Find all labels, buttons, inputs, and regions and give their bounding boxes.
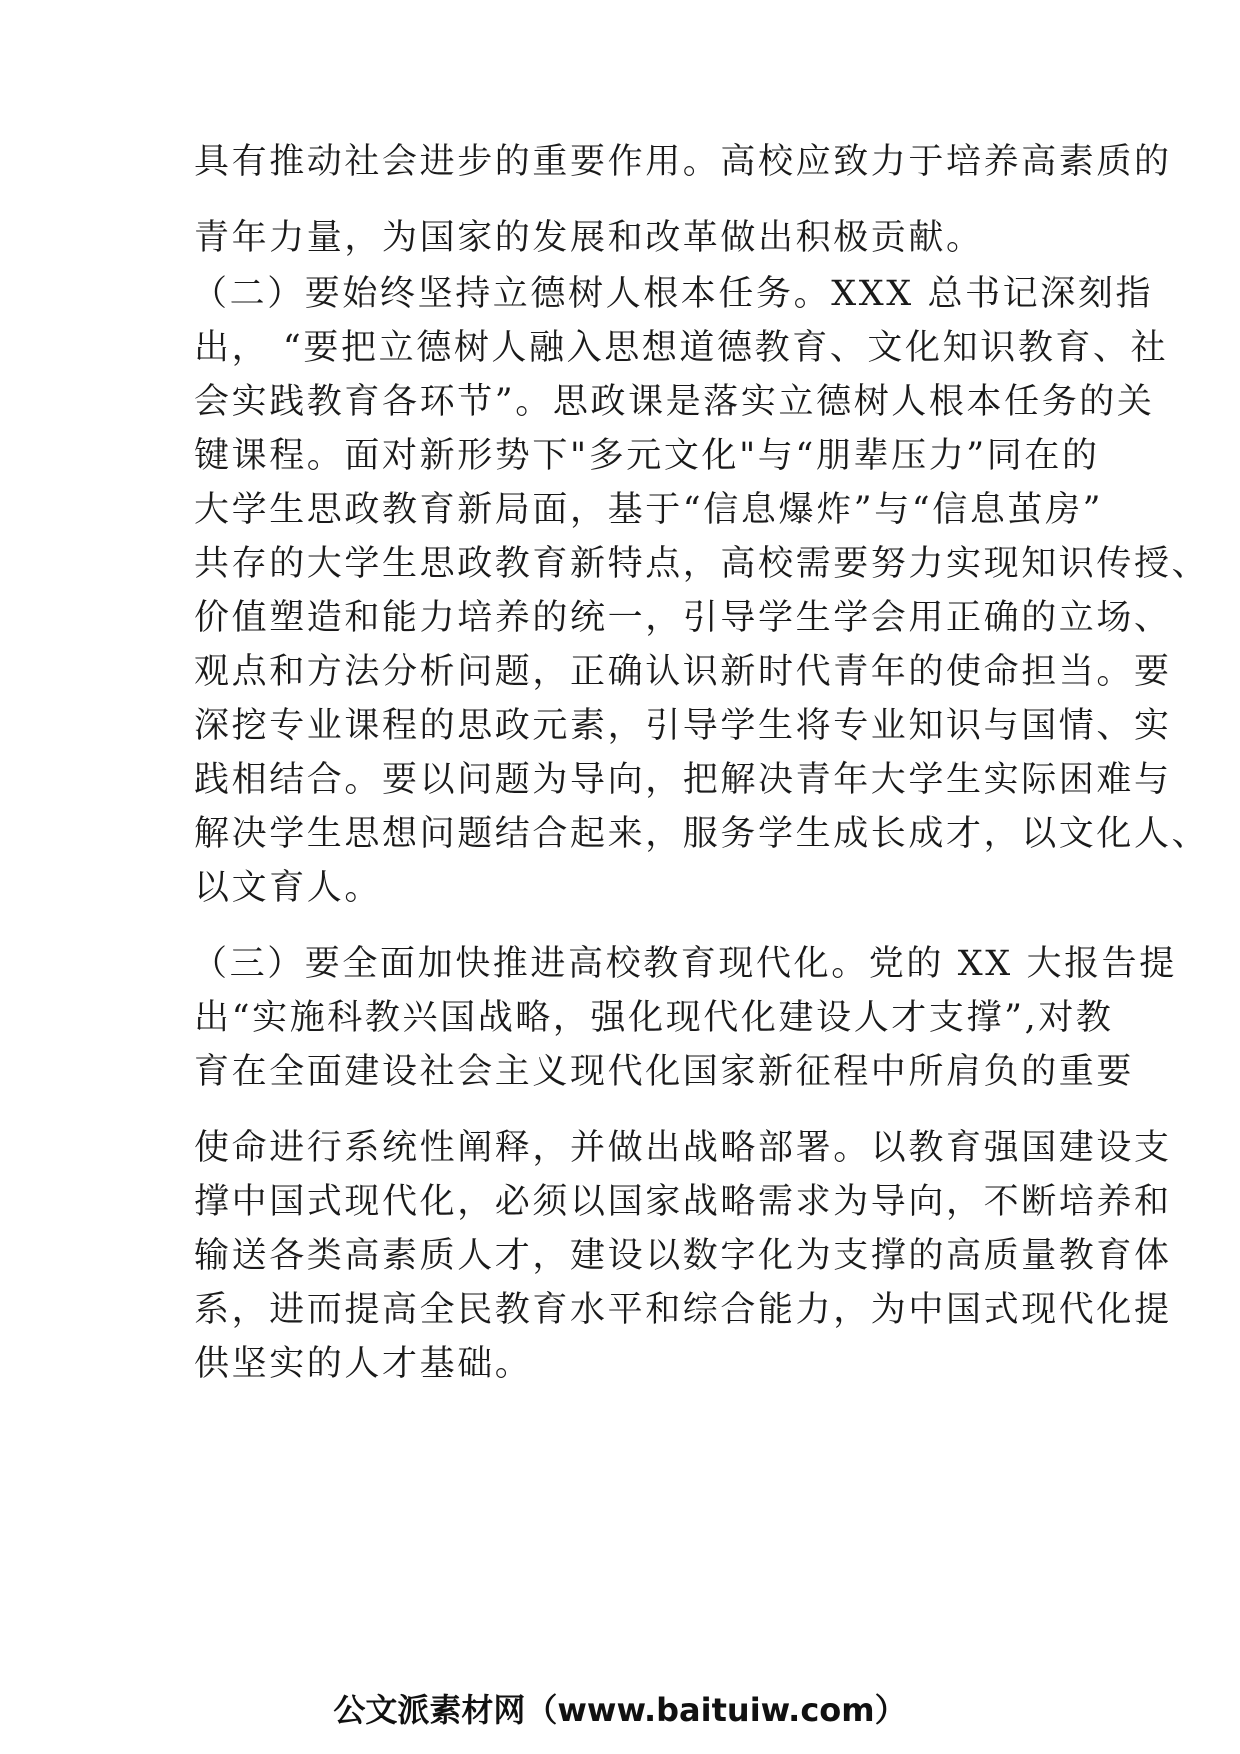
text-line: 共存的大学生思政教育新特点，高校需要努力实现知识传授、 bbox=[194, 544, 1210, 584]
text-line: 会实践教育各环节”。思政课是落实立德树人根本任务的关 bbox=[194, 382, 1155, 422]
text-line: 撑中国式现代化，必须以国家战略需求为导向，不断培养和 bbox=[194, 1182, 1172, 1222]
text-line: （三）要全面加快推进高校教育现代化。党的 XX 大报告提 bbox=[192, 944, 1177, 984]
text-line: 键课程。面对新形势下"多元文化"与“朋辈压力”同在的 bbox=[194, 436, 1100, 476]
text-line: 系，进而提高全民教育水平和综合能力，为中国式现代化提 bbox=[194, 1290, 1172, 1330]
text-line: 大学生思政教育新局面，基于“信息爆炸”与“信息茧房” bbox=[194, 490, 1104, 530]
text-line: 育在全面建设社会主义现代化国家新征程中所肩负的重要 bbox=[194, 1052, 1135, 1092]
text-line: 观点和方法分析问题，正确认识新时代青年的使命担当。要 bbox=[194, 652, 1172, 692]
text-line: 供坚实的人才基础。 bbox=[194, 1344, 533, 1384]
text-line: 出， “要把立德树人融入思想道德教育、文化知识教育、社 bbox=[194, 328, 1169, 368]
text-line: 价值塑造和能力培养的统一，引导学生学会用正确的立场、 bbox=[194, 598, 1172, 638]
text-line: 解决学生思想问题结合起来，服务学生成长成才，以文化人、 bbox=[194, 814, 1210, 854]
text-line: 输送各类高素质人才，建设以数字化为支撑的高质量教育体 bbox=[194, 1236, 1172, 1276]
text-line: 践相结合。要以问题为导向，把解决青年大学生实际困难与 bbox=[194, 760, 1172, 800]
text-line: 出“实施科教兴国战略，强化现代化建设人才支撑”,对教 bbox=[194, 998, 1114, 1038]
text-line: 使命进行系统性阐释，并做出战略部署。以教育强国建设支 bbox=[194, 1128, 1172, 1168]
page-footer-watermark: 公文派素材网（www.baituiw.com） bbox=[333, 1691, 907, 1729]
text-line: 以文育人。 bbox=[194, 868, 383, 908]
text-line: 深挖专业课程的思政元素，引导学生将专业知识与国情、实 bbox=[194, 706, 1172, 746]
text-line: 青年力量，为国家的发展和改革做出积极贡献。 bbox=[194, 218, 984, 258]
text-line: 具有推动社会进步的重要作用。高校应致力于培养高素质的 bbox=[194, 142, 1172, 182]
text-line: （二）要始终坚持立德树人根本任务。XXX 总书记深刻指 bbox=[192, 274, 1154, 314]
